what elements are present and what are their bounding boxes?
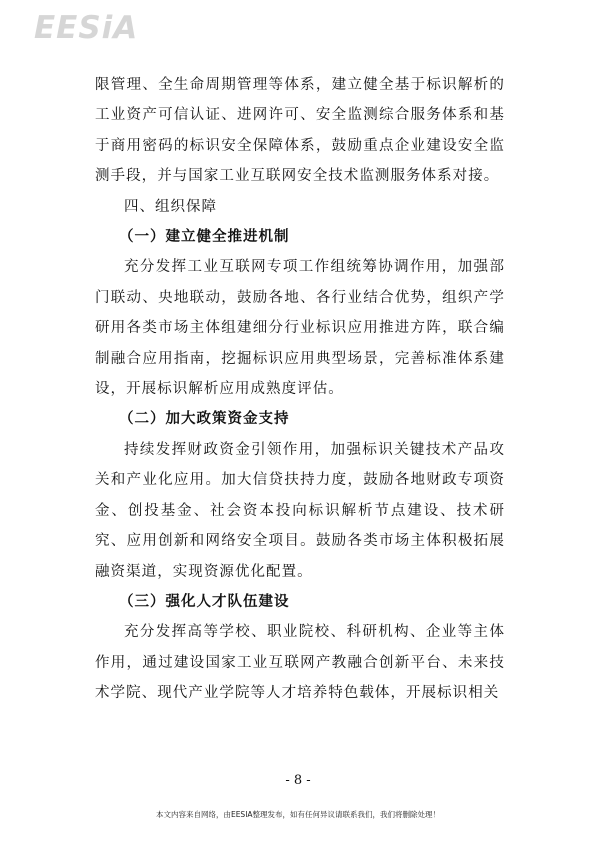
footer-disclaimer: 本文内容来自网络，由EESIA整理发布，如有任何异议请联系我们，我们将删除处理！ (155, 810, 441, 819)
eesia-logo: EESiA (34, 10, 139, 46)
document-body (95, 70, 505, 709)
section-heading-organization: 四、组织保障 (124, 198, 217, 215)
page-number: - 8 - (285, 773, 311, 788)
paragraph-mechanism: 充分发挥工业互联网专项工作组统筹协调作用，加强部门联动、央地联动，鼓励各地、各行业结合优势，组织产学研用各类市场主体组建细分行业标识应用推进方阵，联合编制融合应用指南，挖掘标识应用典型场景，完善标准体系建设，开展标识解析应用成熟度评估。 (95, 259, 505, 398)
paragraph-continued: 限管理、全生命周期管理等体系，建立健全基于标识解析的工业资产可信认证、进网许可、安全监测综合服务体系和基于商用密码的标识安全保障体系，鼓励重点企业建设安全监测手段，并与国家工业互联网安全技术监测服务体系对接。 (95, 77, 505, 185)
subheading-mechanism: （一）建立健全推进机制 (119, 229, 290, 246)
paragraph-talent: 充分发挥高等学校、职业院校、科研机构、企业等主体作用，通过建设国家工业互联网产教融合创新平台、未来技术学院、现代产业学院等人才培养特色载体，开展标识相关 (95, 624, 505, 702)
subheading-funding: （二）加大政策资金支持 (119, 411, 290, 428)
paragraph-funding: 持续发挥财政资金引领作用，加强标识关键技术产品攻关和产业化应用。加大信贷扶持力度，鼓励各地财政专项资金、创投基金、社会资本投向标识解析节点建设、技术研究、应用创新和网络安全项目。鼓励各类市场主体积极拓展融资渠道，实现资源优化配置。 (95, 441, 505, 580)
subheading-talent: （三）强化人才队伍建设 (119, 593, 290, 610)
